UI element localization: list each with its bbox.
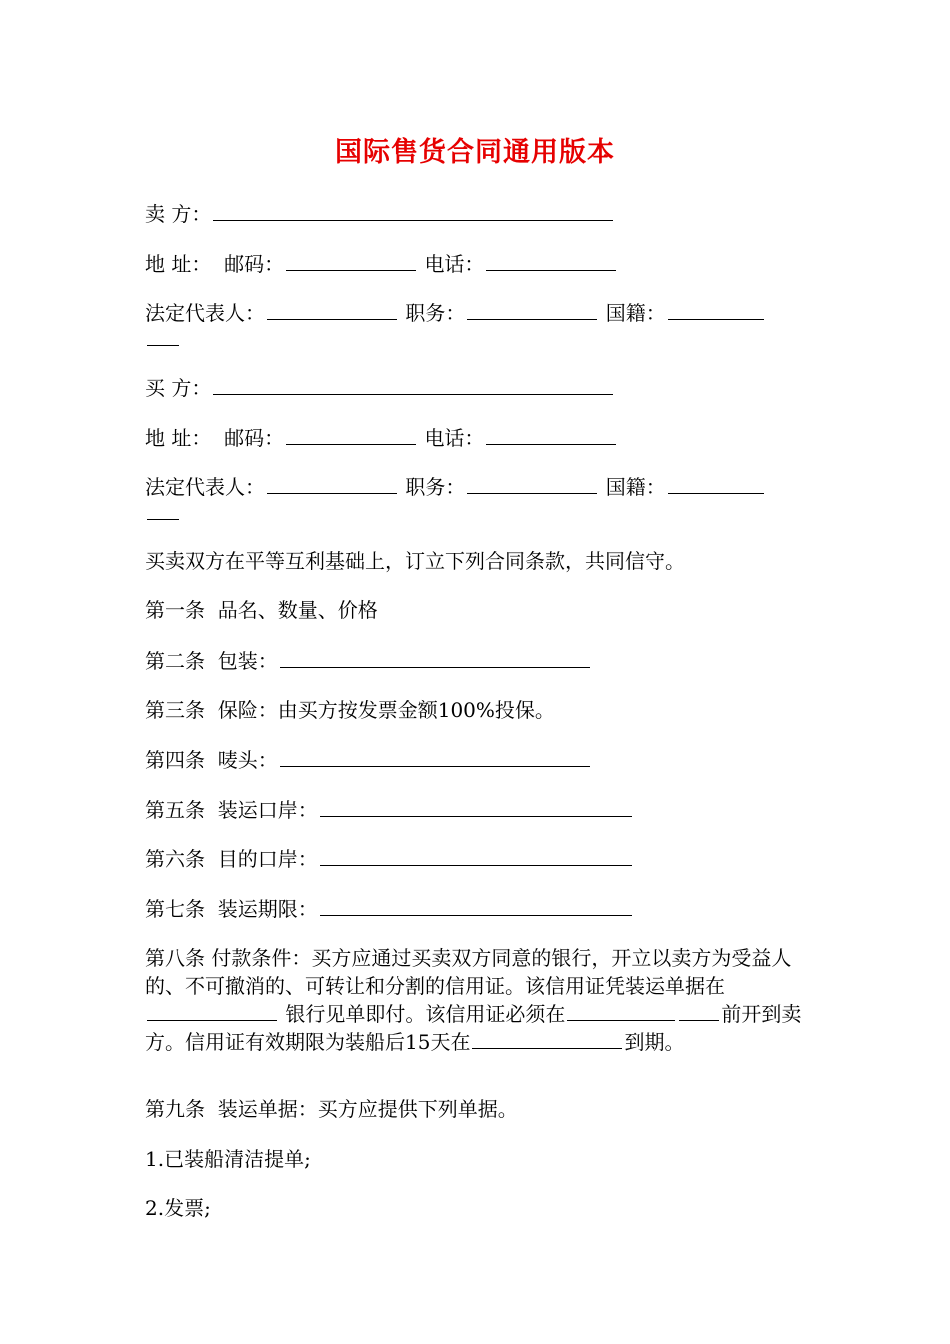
buyer-phone-blank xyxy=(486,424,616,445)
article-5-label: 第五条 装运口岸： xyxy=(145,798,318,822)
seller-nationality-blank-wrap xyxy=(147,325,179,346)
article-7 xyxy=(145,895,634,922)
seller-position-blank xyxy=(467,299,597,320)
buyer-nationality-blank xyxy=(668,473,764,494)
seller-rep-blank xyxy=(267,299,397,320)
buyer-line xyxy=(145,374,615,401)
article-7-blank xyxy=(320,895,632,916)
article-2 xyxy=(145,647,592,674)
seller-address-line xyxy=(145,250,618,277)
buyer-label: 买 方： xyxy=(145,376,212,400)
buyer-position-blank xyxy=(467,473,597,494)
article-4-label: 第四条 唛头： xyxy=(145,748,278,772)
seller-phone-label: 电话： xyxy=(424,252,485,276)
buyer-rep-label: 法定代表人： xyxy=(145,475,265,499)
buyer-zip-label: 邮码： xyxy=(224,426,285,450)
article-8-text-3: 前开到卖方。信用证有效期限为装船后15天在 xyxy=(145,1002,802,1054)
article-8-blank-2 xyxy=(567,1000,675,1021)
seller-address-label: 地 址： xyxy=(145,252,212,276)
seller-line xyxy=(145,200,615,227)
document-item-1: 1.已装船清洁提单; xyxy=(145,1147,311,1171)
buyer-nationality-label: 国籍： xyxy=(605,475,666,499)
article-8 xyxy=(145,944,807,1056)
article-8-blank-3 xyxy=(472,1028,622,1049)
buyer-position-label: 职务： xyxy=(405,475,466,499)
seller-rep-label: 法定代表人： xyxy=(145,301,265,325)
article-8-text-1: 第八条 付款条件：买方应通过买卖双方同意的银行，开立以卖方为受益人的、不可撤消的、可转让和分割的信用证。该信用证凭装运单据在 xyxy=(145,946,792,998)
seller-blank xyxy=(213,200,613,221)
article-6-label: 第六条 目的口岸： xyxy=(145,847,318,871)
article-5-blank xyxy=(320,796,632,817)
seller-rep-line-wrap xyxy=(145,325,181,352)
article-5 xyxy=(145,796,634,823)
buyer-address-line xyxy=(145,424,618,451)
seller-phone-blank xyxy=(486,250,616,271)
seller-nationality-label: 国籍： xyxy=(605,301,666,325)
buyer-nationality-blank-wrap xyxy=(147,499,179,520)
article-4 xyxy=(145,746,592,773)
buyer-rep-line-wrap xyxy=(145,499,181,526)
document-item-2: 2.发票; xyxy=(145,1196,211,1220)
seller-label: 卖 方： xyxy=(145,202,212,226)
article-6-blank xyxy=(320,845,632,866)
article-8-blank-1 xyxy=(147,1000,277,1021)
article-6 xyxy=(145,845,634,872)
article-1: 第一条 品名、数量、价格 xyxy=(145,598,378,622)
article-9: 第九条 装运单据：买方应提供下列单据。 xyxy=(145,1097,518,1121)
buyer-blank xyxy=(213,374,613,395)
article-8-blank-2b xyxy=(679,1000,719,1021)
article-2-label: 第二条 包装： xyxy=(145,649,278,673)
article-3: 第三条 保险：由买方按发票金额100%投保。 xyxy=(145,698,555,722)
seller-nationality-blank xyxy=(668,299,764,320)
buyer-rep-blank xyxy=(267,473,397,494)
buyer-zip-blank xyxy=(286,424,416,445)
seller-zip-blank xyxy=(286,250,416,271)
article-4-blank xyxy=(280,746,590,767)
article-2-blank xyxy=(280,647,590,668)
article-8-text-2: 银行见单即付。该信用证必须在 xyxy=(279,1002,566,1026)
buyer-address-label: 地 址： xyxy=(145,426,212,450)
article-8-text-4: 到期。 xyxy=(624,1030,685,1054)
seller-rep-line xyxy=(145,299,766,326)
seller-position-label: 职务： xyxy=(405,301,466,325)
intro-text: 买卖双方在平等互利基础上，订立下列合同条款，共同信守。 xyxy=(145,549,685,573)
seller-zip-label: 邮码： xyxy=(224,252,285,276)
buyer-rep-line xyxy=(145,473,766,500)
article-7-label: 第七条 装运期限： xyxy=(145,897,318,921)
page-title: 国际售货合同通用版本 xyxy=(335,137,615,168)
buyer-phone-label: 电话： xyxy=(424,426,485,450)
